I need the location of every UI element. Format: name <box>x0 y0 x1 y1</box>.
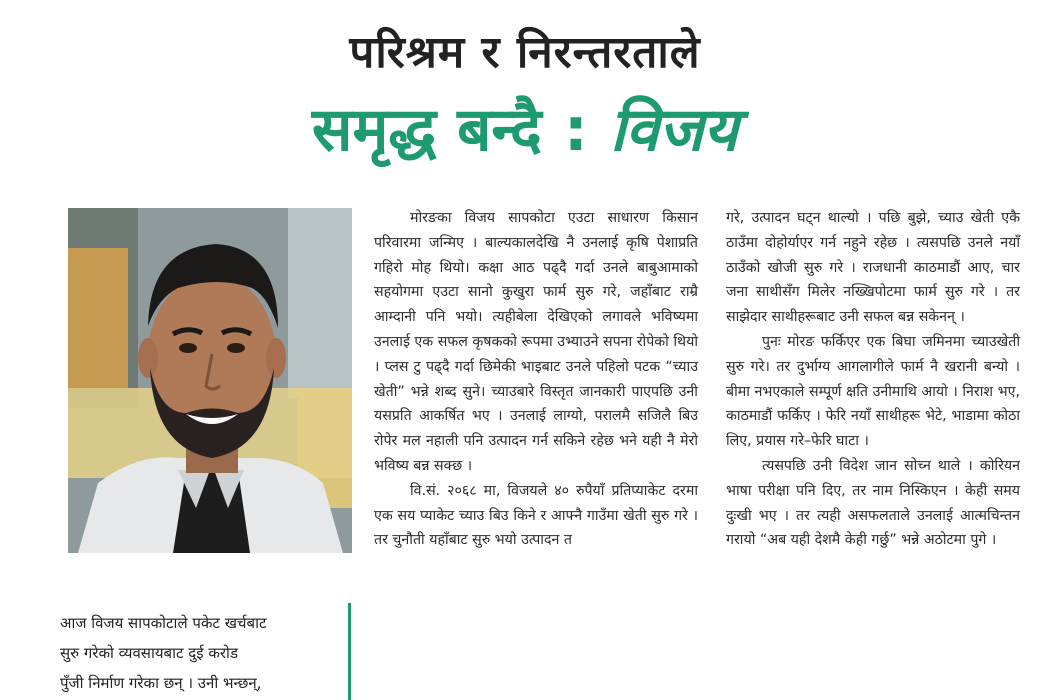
caption-line: सुरु गरेको व्यवसायबाट दुई करोड <box>60 644 238 662</box>
photo-caption <box>60 608 330 698</box>
article-paragraph: मोरङका विजय सापकोटा एउटा साधारण किसान परिवारमा जन्मिए । बाल्यकालदेखि नै उनलाई कृषि पेशाप्रति गहिरो मोह थियो। कक्षा आठ पढ्दै गर्दा उनले बाबुआमाको सहयोगमा एउटा सानो कुखुरा फार्म सुरु गरे, जहाँबाट राम्रै आम्दानी पनि भयो। त्यहीबेला देखिएको लगावले भविष्यमा उनलाई एक सफल कृषकको रूपमा उभ्याउने सपना रोपेको थियो । प्लस टु पढ्दै गर्दा छिमेकी भाइबाट उनले पहिलो पटक “च्याउ खेती” भन्ने शब्द सुने। च्याउबारे विस्तृत जानकारी पाएपछि उनी यसप्रति आकर्षित भए । उनलाई लाग्यो, परालमै सजिलै बिउ रोपेर मल नहाली पनि उत्पादन गर्न सकिने रहेछ भने यही नै मेरो भविष्य बन्न सक्छ । <box>374 210 698 474</box>
headline-separator: : <box>563 95 588 165</box>
headline-line-2 <box>0 86 1050 168</box>
article-column-1 <box>374 206 698 553</box>
article-paragraph: वि.सं. २०६८ मा, विजयले ४० रुपैयाँ प्रतिप्याकेट दरमा एक सय प्याकेट च्याउ बिउ किने र आफ्नै गाउँमा खेती सुरु गरे । तर चुनौती यहाँबाट सुरु भयो उत्पादन त <box>374 482 698 549</box>
portrait-photo <box>68 208 352 553</box>
headline-name: विजय <box>609 95 739 165</box>
headline-line-1: परिश्रम र निरन्तरताले <box>349 27 701 78</box>
article-paragraph: पुनः मोरङ फर्किएर एक बिघा जमिनमा च्याउखेती सुरु गरे। तर दुर्भाग्य आगलागीले फार्म नै खरानी बन्यो । बीमा नभएकाले सम्पूर्ण क्षति उनीमाथि आयो । निराश भए, काठमाडौं फर्किए । फेरि नयाँ साथीहरू भेटे, भाडामा कोठा लिए, प्रयास गरे–फेरि घाटा । <box>726 333 1020 450</box>
article-paragraph: गरे, उत्पादन घट्न थाल्यो । पछि बुझे, च्याउ खेती एकै ठाउँमा दोहोर्याएर गर्न नहुने रहेछ । त्यसपछि उनले नयाँ ठाउँको खोजी सुरु गरे । राजधानी काठमाडौं आए, चार जना साथीसँग मिलेर नख्खिपोटमा फार्म सुरु गरे । तर साझेदार साथीहरूबाट उनी सफल बन्न सकेनन् । <box>726 210 1020 326</box>
accent-divider <box>348 603 351 700</box>
caption-line: आज विजय सापकोटाले पकेट खर्चबाट <box>60 614 267 632</box>
article-paragraph: त्यसपछि उनी विदेश जान सोच्न थाले । कोरियन भाषा परीक्षा पनि दिए, तर नाम निस्किएन । केही समय दुःखी भए । तर त्यही असफलताले उनलाई आत्मचिन्तन गरायो “अब यही देशमै केही गर्छु” भन्ने अठोटमा पुगे । <box>726 457 1020 549</box>
headline-main-text: समृद्ध बन्दै <box>311 95 542 165</box>
article-column-2 <box>726 206 1020 553</box>
caption-line: पुँजी निर्माण गरेका छन् । उनी भन्छन्, <box>60 674 262 692</box>
